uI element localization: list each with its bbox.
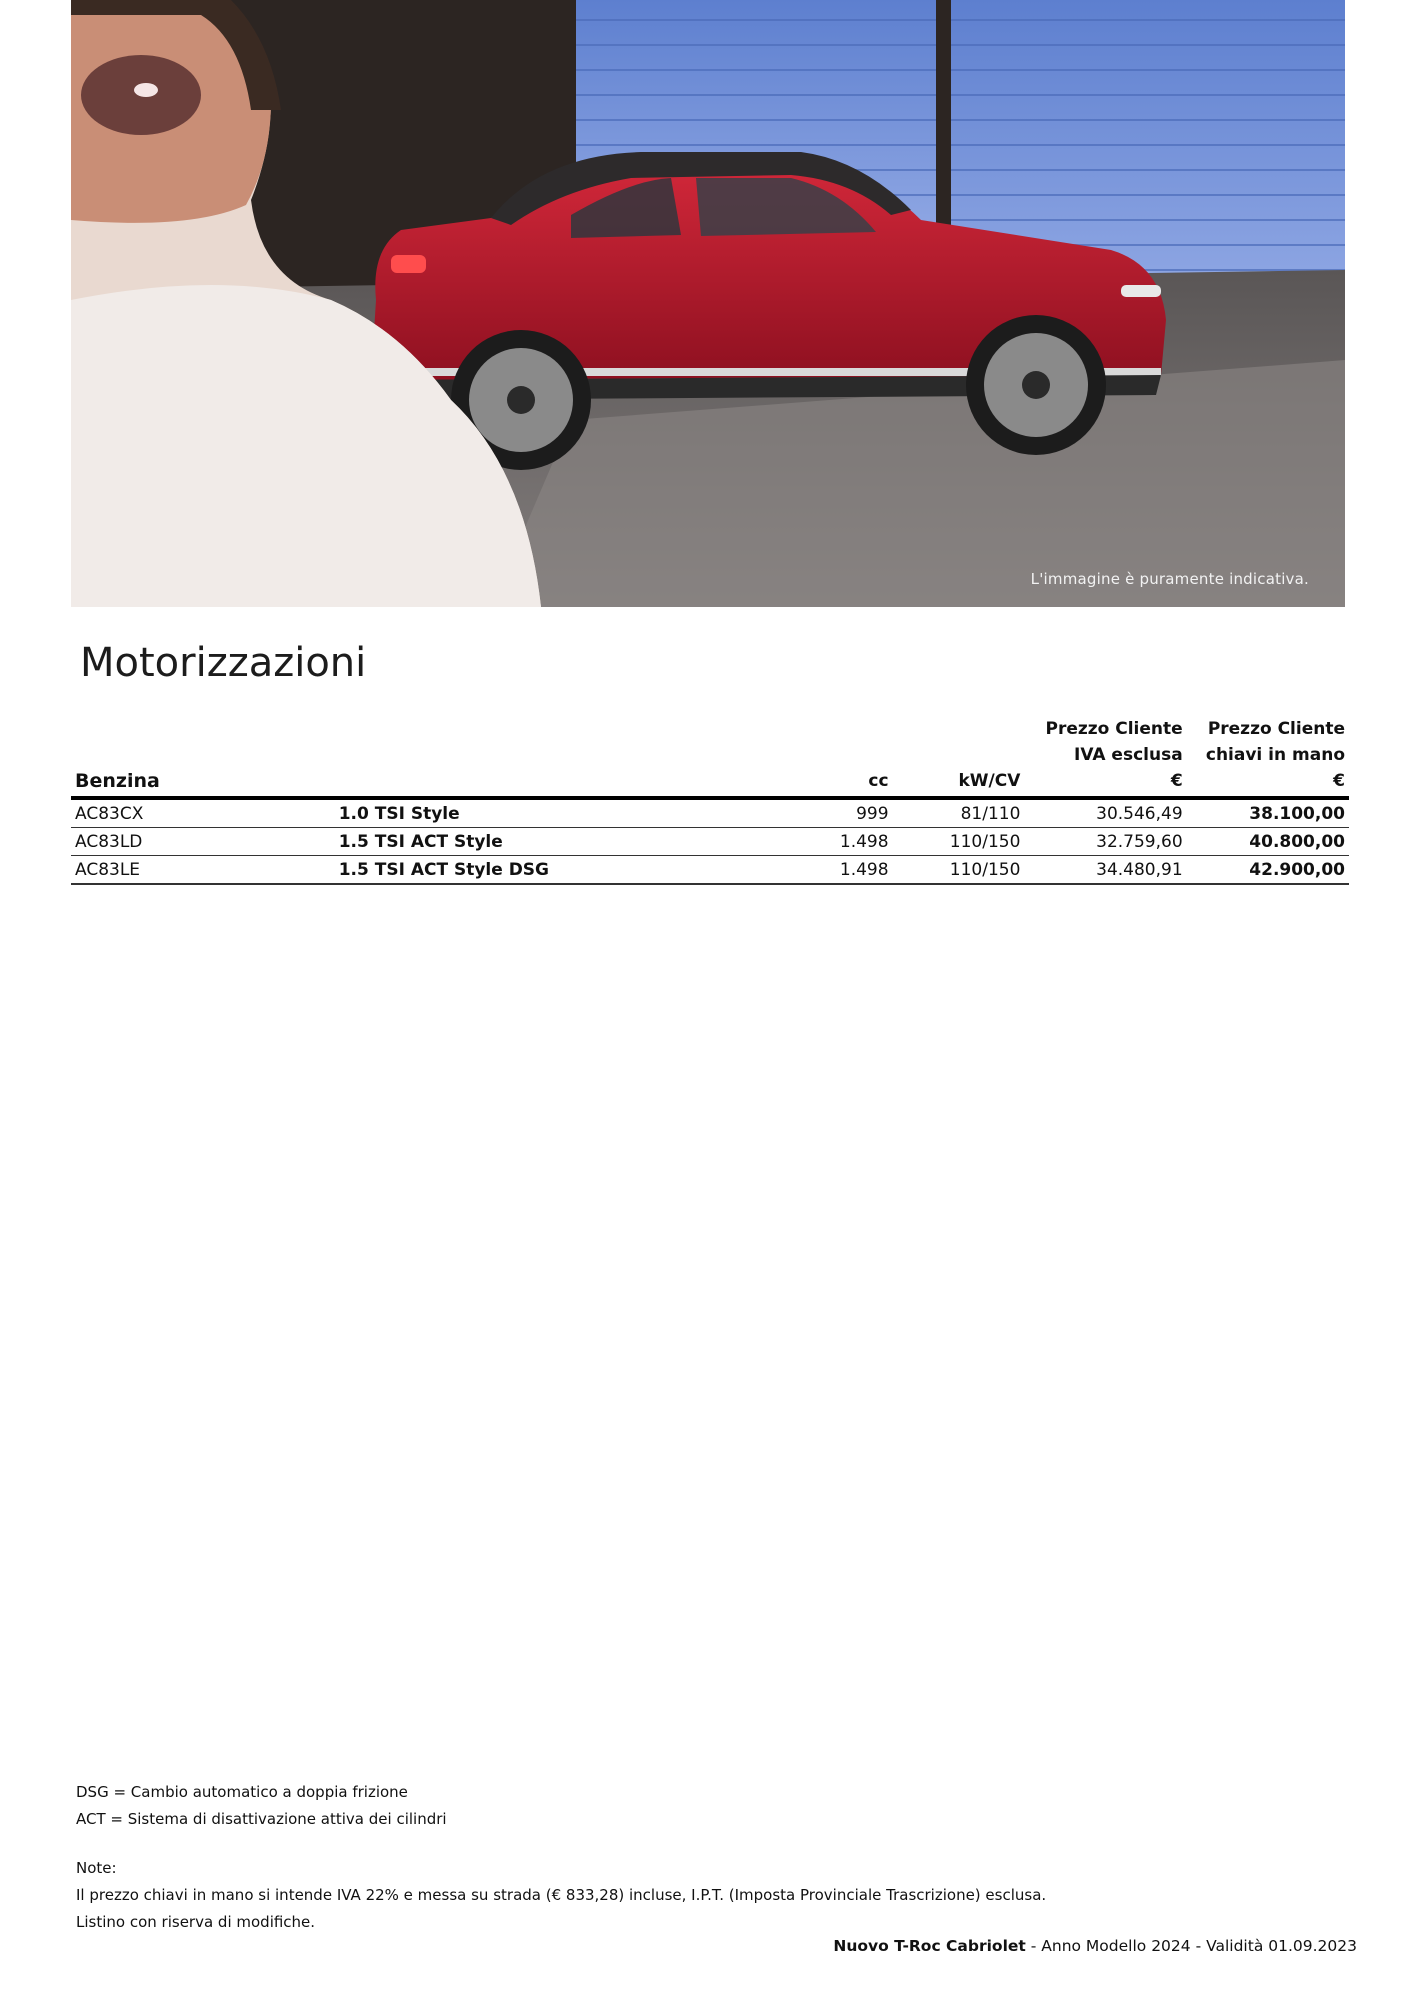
price-net: 34.480,91 — [1024, 856, 1186, 885]
header-price-total-unit: € — [1187, 768, 1349, 798]
fuel-type-label: Benzina — [71, 768, 335, 798]
power-kw-cv: 110/150 — [893, 856, 1025, 885]
model-name: 1.5 TSI ACT Style DSG — [335, 856, 670, 885]
model-name: 1.5 TSI ACT Style — [335, 828, 670, 856]
dsg-definition: DSG = Cambio automatico a doppia frizione — [76, 1783, 408, 1801]
footer-validity: - Anno Modello 2024 - Validità 01.09.2023 — [1025, 1937, 1357, 1955]
header-price-net-line1: Prezzo Cliente — [1045, 719, 1183, 739]
footer-model-name: Nuovo T-Roc Cabriolet — [833, 1937, 1026, 1955]
header-price-total-line2: chiavi in mano — [1205, 745, 1345, 765]
table-header-row — [71, 716, 1349, 768]
price-total: 38.100,00 — [1187, 798, 1349, 828]
car-photo-illustration — [71, 0, 1345, 607]
displacement-cc: 999 — [669, 798, 892, 828]
table-row — [71, 856, 1349, 885]
price-total: 40.800,00 — [1187, 828, 1349, 856]
price-net: 30.546,49 — [1024, 798, 1186, 828]
act-definition: ACT = Sistema di disattivazione attiva dei cilindri — [76, 1810, 447, 1828]
model-code: AC83CX — [71, 798, 335, 828]
table-row — [71, 828, 1349, 856]
header-price-total-line1: Prezzo Cliente — [1207, 719, 1345, 739]
notes-line-price: Il prezzo chiavi in mano si intende IVA 22% e messa su strada (€ 833,28) incluse, I.P.T. (Imposta Provinciale Trascrizione) esclusa. — [76, 1886, 1047, 1904]
table-units-row — [71, 768, 1349, 798]
page-footer — [833, 1937, 1357, 1955]
header-price-net-unit: € — [1024, 768, 1186, 798]
header-price-net — [1024, 716, 1186, 768]
table-row — [71, 798, 1349, 828]
hero-image — [71, 0, 1345, 607]
power-kw-cv: 81/110 — [893, 798, 1025, 828]
notes-line-changes: Listino con riserva di modifiche. — [76, 1913, 316, 1931]
model-code: AC83LE — [71, 856, 335, 885]
header-price-net-line2: IVA esclusa — [1074, 745, 1183, 765]
header-price-total — [1187, 716, 1349, 768]
notes-heading: Note: — [76, 1859, 117, 1877]
header-cc: cc — [669, 768, 892, 798]
displacement-cc: 1.498 — [669, 856, 892, 885]
notes-section — [76, 1779, 1046, 1936]
image-disclaimer: L'immagine è puramente indicativa. — [1030, 570, 1309, 588]
power-kw-cv: 110/150 — [893, 828, 1025, 856]
price-total: 42.900,00 — [1187, 856, 1349, 885]
model-name: 1.0 TSI Style — [335, 798, 670, 828]
price-net: 32.759,60 — [1024, 828, 1186, 856]
page-title: Motorizzazioni — [80, 640, 367, 686]
header-kw: kW/CV — [893, 768, 1025, 798]
model-code: AC83LD — [71, 828, 335, 856]
engine-price-table — [71, 716, 1349, 885]
displacement-cc: 1.498 — [669, 828, 892, 856]
